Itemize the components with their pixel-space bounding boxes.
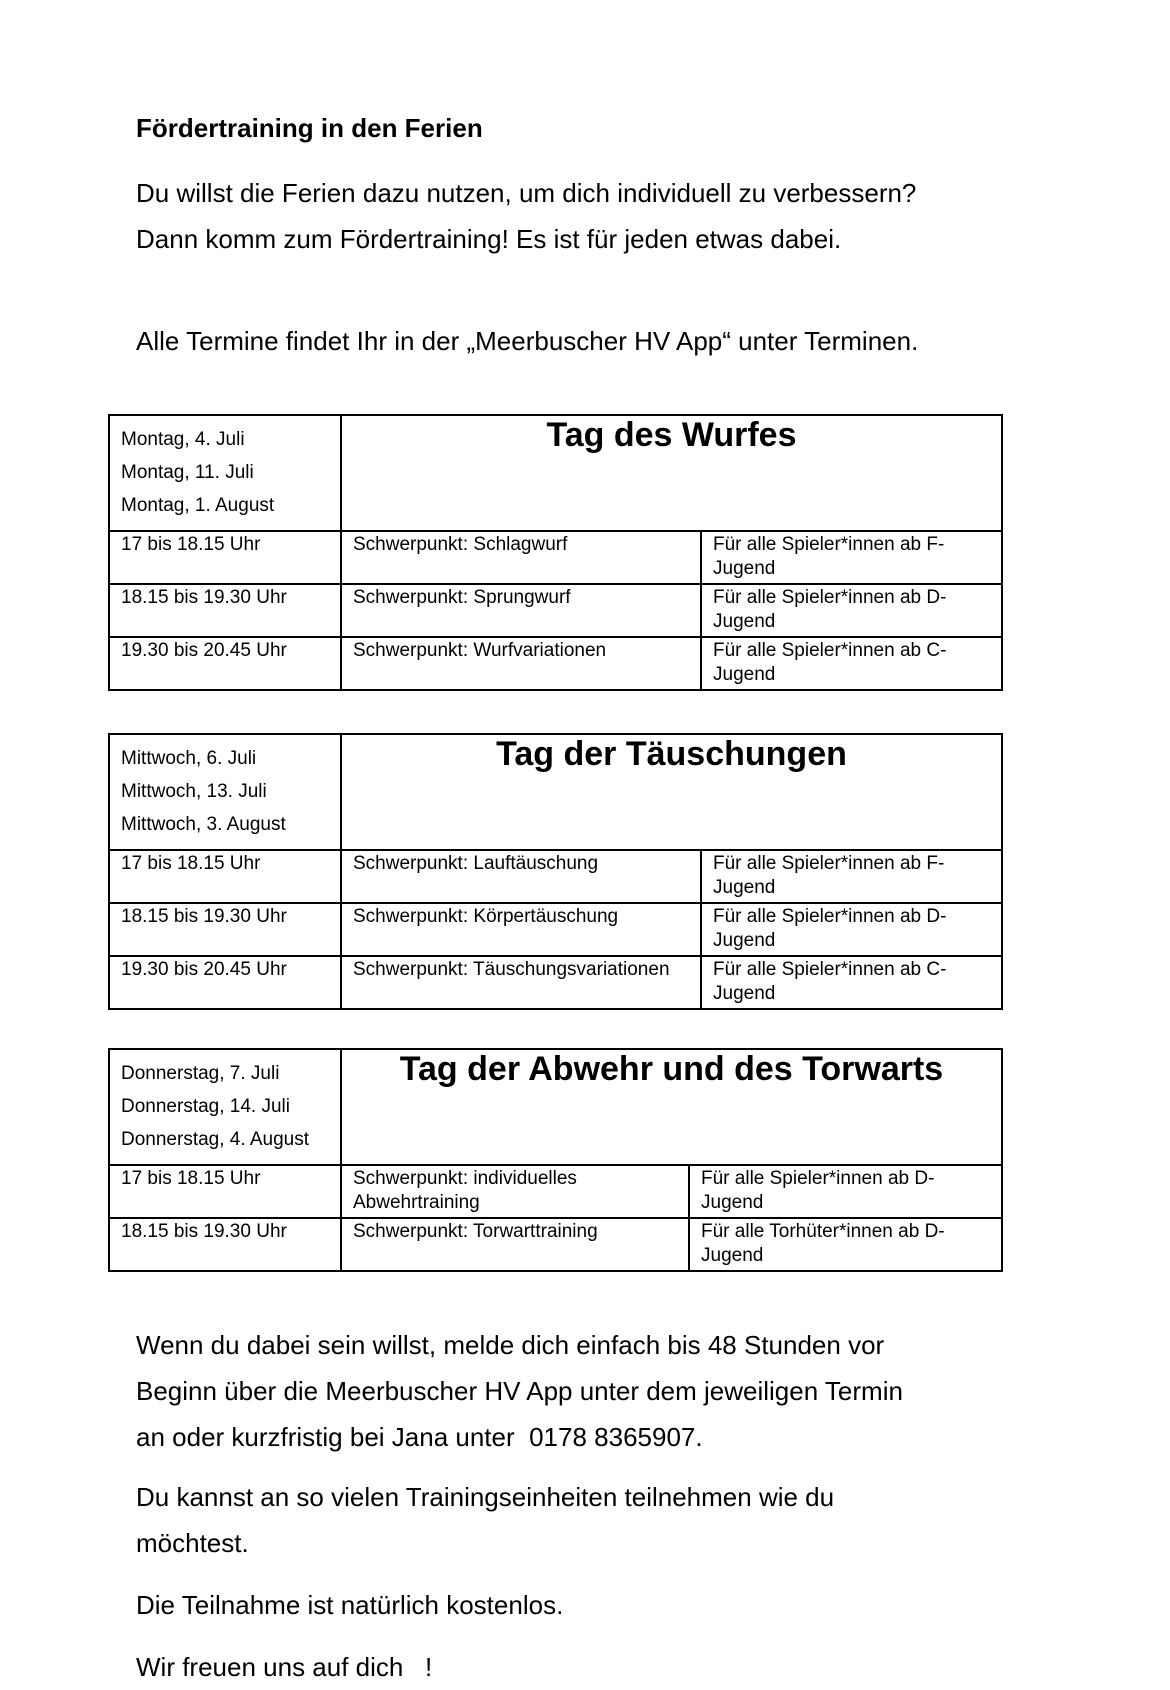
table-header-row (109, 415, 1002, 531)
time-cell: 17 bis 18.15 Uhr (109, 1165, 341, 1218)
time-cell: 17 bis 18.15 Uhr (109, 531, 341, 584)
group-cell: Für alle Spieler*innen ab C-Jugend (701, 956, 1002, 1009)
schedule-row (109, 1165, 1002, 1218)
group-cell: Für alle Spieler*innen ab C-Jugend (701, 637, 1002, 690)
participation-line: Du kannst an so vielen Trainingseinheiten teilnehmen wie du (136, 1482, 835, 1512)
group-cell: Für alle Torhüter*innen ab D-Jugend (689, 1218, 1002, 1271)
time-cell: 18.15 bis 19.30 Uhr (109, 584, 341, 637)
table-title: Tag des Wurfes (341, 415, 1002, 531)
termine-note-line: Alle Termine findet Ihr in der „Meerbuscher HV App“ unter Terminen. (136, 326, 919, 356)
closing-line (136, 1644, 1170, 1690)
date-line: Montag, 1. August (121, 495, 275, 516)
focus-cell: Schwerpunkt: Wurfvariationen (341, 637, 701, 690)
signup-paragraph (136, 1322, 1170, 1460)
signup-line: Beginn über die Meerbuscher HV App unter dem jeweiligen Termin (136, 1376, 903, 1406)
table-title: Tag der Täuschungen (341, 734, 1002, 850)
date-list (109, 415, 341, 531)
participation-paragraph (136, 1474, 1170, 1566)
table-header-row (109, 1049, 1002, 1165)
participation-line: möchtest. (136, 1528, 249, 1558)
date-line: Montag, 11. Juli (121, 462, 254, 483)
schedule-row (109, 584, 1002, 637)
focus-cell: Schwerpunkt: Sprungwurf (341, 584, 701, 637)
focus-cell: Schwerpunkt: Körpertäuschung (341, 903, 701, 956)
date-line: Donnerstag, 4. August (121, 1129, 310, 1150)
table-title: Tag der Abwehr und des Torwarts (341, 1049, 1002, 1165)
signup-line: an oder kurzfristig bei Jana unter 0178 8365907. (136, 1422, 703, 1452)
page-title: Fördertraining in den Ferien (136, 113, 483, 143)
date-line: Montag, 4. Juli (121, 429, 245, 450)
free-note (136, 1582, 1170, 1628)
schedule-table-abwehr-torwart (108, 1048, 1003, 1272)
schedule-row (109, 1218, 1002, 1271)
focus-cell: Schwerpunkt: Schlagwurf (341, 531, 701, 584)
date-list (109, 1049, 341, 1165)
intro-line: Du willst die Ferien dazu nutzen, um dich individuell zu verbessern? (136, 178, 917, 208)
time-cell: 19.30 bis 20.45 Uhr (109, 956, 341, 1009)
date-line: Mittwoch, 3. August (121, 814, 286, 835)
date-line: Donnerstag, 7. Juli (121, 1063, 280, 1084)
focus-cell: Schwerpunkt: Täuschungsvariationen (341, 956, 701, 1009)
schedule-row (109, 637, 1002, 690)
time-cell: 18.15 bis 19.30 Uhr (109, 903, 341, 956)
date-line: Mittwoch, 13. Juli (121, 781, 267, 802)
time-cell: 17 bis 18.15 Uhr (109, 850, 341, 903)
termine-note (136, 318, 1170, 364)
group-cell: Für alle Spieler*innen ab D-Jugend (689, 1165, 1002, 1218)
time-cell: 19.30 bis 20.45 Uhr (109, 637, 341, 690)
group-cell: Für alle Spieler*innen ab F-Jugend (701, 531, 1002, 584)
closing-text: Wir freuen uns auf dich ! (136, 1652, 433, 1682)
intro-line: Dann komm zum Fördertraining! Es ist für jeden etwas dabei. (136, 224, 842, 254)
date-list (109, 734, 341, 850)
schedule-row (109, 850, 1002, 903)
free-note-line: Die Teilnahme ist natürlich kostenlos. (136, 1590, 564, 1620)
intro-paragraph (136, 170, 1170, 262)
table-header-row (109, 734, 1002, 850)
signup-line: Wenn du dabei sein willst, melde dich einfach bis 48 Stunden vor (136, 1330, 885, 1360)
group-cell: Für alle Spieler*innen ab F-Jugend (701, 850, 1002, 903)
schedule-row (109, 903, 1002, 956)
schedule-row (109, 956, 1002, 1009)
date-line: Mittwoch, 6. Juli (121, 748, 257, 769)
date-line: Donnerstag, 14. Juli (121, 1096, 290, 1117)
schedule-row (109, 531, 1002, 584)
time-cell: 18.15 bis 19.30 Uhr (109, 1218, 341, 1271)
focus-cell: Schwerpunkt: Lauftäuschung (341, 850, 701, 903)
focus-cell: Schwerpunkt: individuelles Abwehrtraining (341, 1165, 689, 1218)
group-cell: Für alle Spieler*innen ab D-Jugend (701, 584, 1002, 637)
group-cell: Für alle Spieler*innen ab D-Jugend (701, 903, 1002, 956)
schedule-table-taeuschungen (108, 733, 1003, 1010)
focus-cell: Schwerpunkt: Torwarttraining (341, 1218, 689, 1271)
schedule-table-wurf (108, 414, 1003, 691)
